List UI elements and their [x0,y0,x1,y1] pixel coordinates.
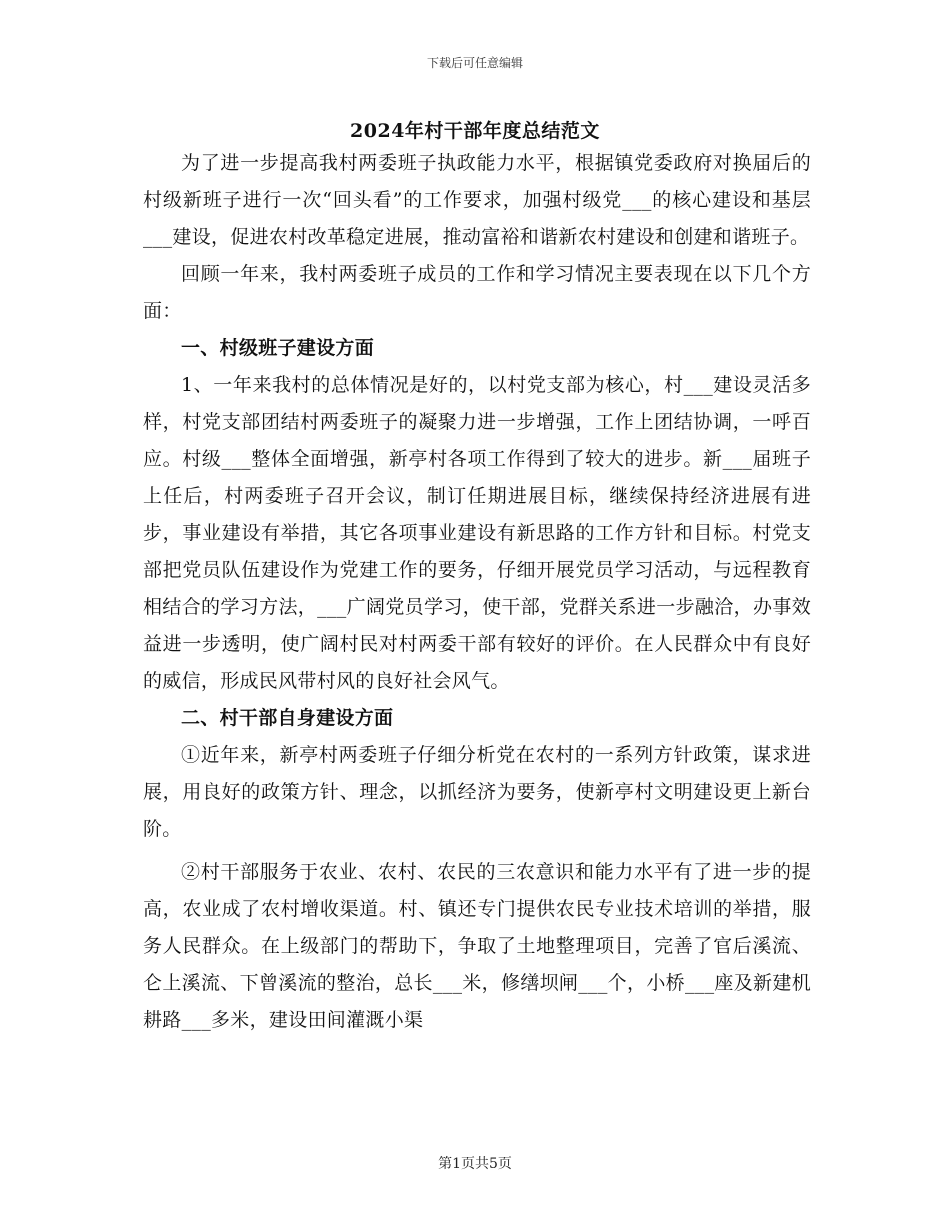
section-2-item-2: ②村干部服务于农业、农村、农民的三农意识和能力水平有了进一步的提高，农业成了农村增收渠道。村、镇还专门提供农民专业技术培训的举措，服务人民群众。在上级部门的帮助下，争取了土地整理项目，完善了官后溪流、仑上溪流、下曾溪流的整治，总长___米，修缮坝闸___个，小桥___座及新建机耕路___多米，建设田间灌溉小渠 [143,861,811,1031]
section-2-item-1: ①近年来，新亭村两委班子仔细分析党在农村的一系列方针政策，谋求进展，用良好的政策方针、理念，以抓经济为要务，使新亭村文明建设更上新台阶。 [143,744,811,840]
review-paragraph: 回顾一年来，我村两委班子成员的工作和学习情况主要表现在以下几个方面： [143,263,811,322]
page-number: 第1页共5页 [438,1156,512,1172]
intro-paragraph: 为了进一步提高我村两委班子执政能力水平，根据镇党委政府对换届后的村级新班子进行一次“回头看”的工作要求，加强村级党___的核心建设和基层___建设，促进农村改革稳定进展，推动富裕和谐新农村建设和创建和谐班子。 [143,152,811,248]
document-title: 2024年村干部年度总结范文 [350,120,600,142]
document-body [143,145,811,1039]
page-header-note: 下载后可任意编辑 [426,56,523,70]
section-heading-2: 二、村干部自身建设方面 [181,707,394,729]
section-heading-1: 一、村级班子建设方面 [181,337,375,359]
section-1-paragraph: 1、一年来我村的总体情况是好的，以村党支部为核心，村___建设灵活多样，村党支部团结村两委班子的凝聚力进一步增强，工作上团结协调，一呼百应。村级___整体全面增强，新亭村各项工作得到了较大的进步。新___届班子上任后，村两委班子召开会议，制订任期进展目标，继续保持经济进展有进步，事业建设有举措，其它各项事业建设有新思路的工作方针和目标。村党支部把党员队伍建设作为党建工作的要务，仔细开展党员学习活动，与远程教育相结合的学习方法，___广阔党员学习，使干部，党群关系进一步融洽，办事效益进一步透明，使广阔村民对村两委干部有较好的评价。在人民群众中有良好的威信，形成民风带村风的良好社会风气。 [143,374,811,692]
